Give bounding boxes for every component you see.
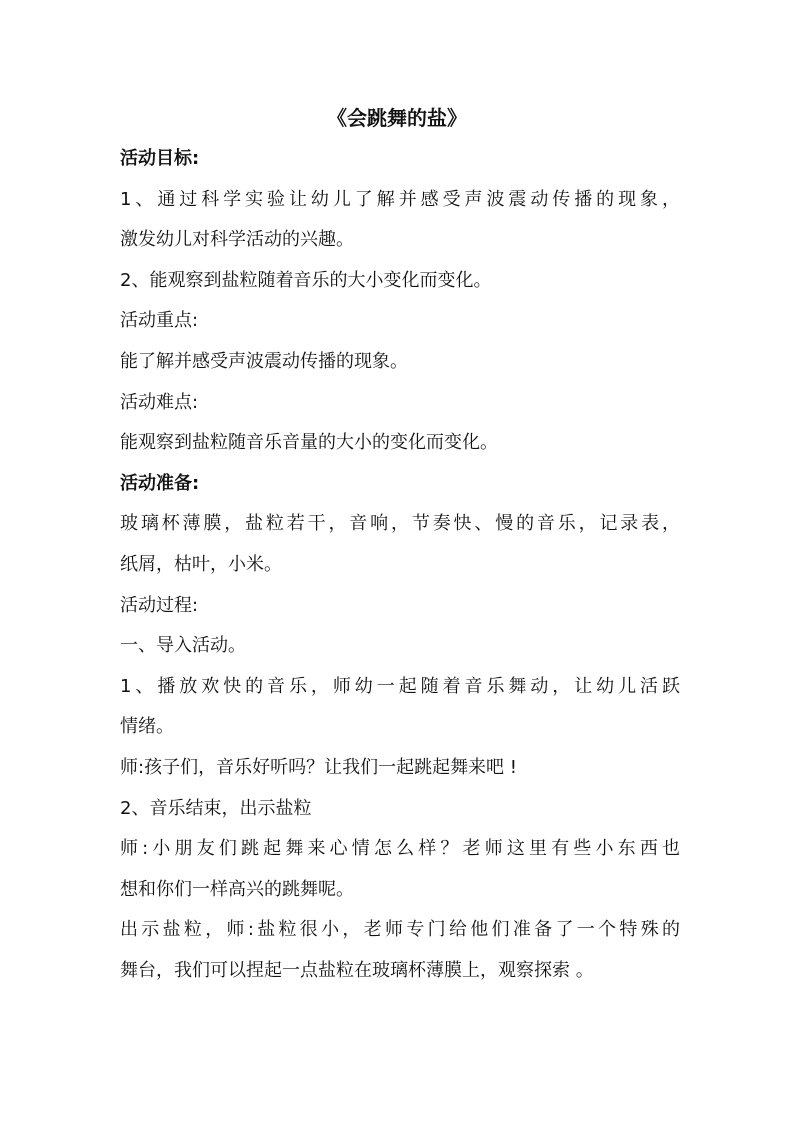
paragraph-line: 激发幼儿对科学活动的兴趣。	[120, 229, 354, 251]
document-title: 《会跳舞的盐》	[327, 106, 467, 130]
paragraph-line: 师:小朋友们跳起舞来心情怎么样？老师这里有些小东西也	[120, 838, 680, 860]
paragraph-line: 1、通过科学实验让幼儿了解并感受声波震动传播的现象，	[120, 188, 680, 210]
paragraph-line: 出示盐粒，师:盐粒很小，老师专门给他们准备了一个特殊的	[120, 919, 680, 941]
paragraph-line: 2、能观察到盐粒随着音乐的大小变化而变化。	[120, 269, 492, 291]
paragraph-line: 一、导入活动。	[120, 635, 246, 657]
paragraph-line: 能观察到盐粒随音乐音量的大小的变化而变化。	[120, 432, 498, 454]
document-body	[120, 139, 680, 991]
paragraph-line: 师:孩子们，音乐好听吗？让我们一起跳起舞来吧 !	[120, 756, 517, 778]
section-heading-preparation: 活动准备:	[120, 472, 200, 494]
section-label-difficulties: 活动难点:	[120, 391, 199, 413]
paragraph-line: 能了解并感受声波震动传播的现象。	[120, 350, 408, 372]
paragraph-line: 想和你们一样高兴的跳舞呢。	[120, 878, 354, 900]
paragraph-line: 情绪。	[120, 716, 174, 738]
paragraph-line: 2、音乐结束，出示盐粒	[120, 797, 312, 819]
section-label-process: 活动过程:	[120, 594, 199, 616]
paragraph-line: 舞台，我们可以捏起一点盐粒在玻璃杯薄膜上，观察探索 。	[120, 959, 594, 981]
paragraph-line: 1、播放欢快的音乐，师幼一起随着音乐舞动，让幼儿活跃	[120, 675, 680, 697]
paragraph-line: 玻璃杯薄膜，盐粒若干，音响，节奏快、慢的音乐，记录表，	[120, 513, 680, 535]
section-label-key-points: 活动重点:	[120, 310, 199, 332]
paragraph-line: 纸屑，枯叶，小米。	[120, 553, 282, 575]
section-heading-goals: 活动目标:	[120, 148, 200, 169]
